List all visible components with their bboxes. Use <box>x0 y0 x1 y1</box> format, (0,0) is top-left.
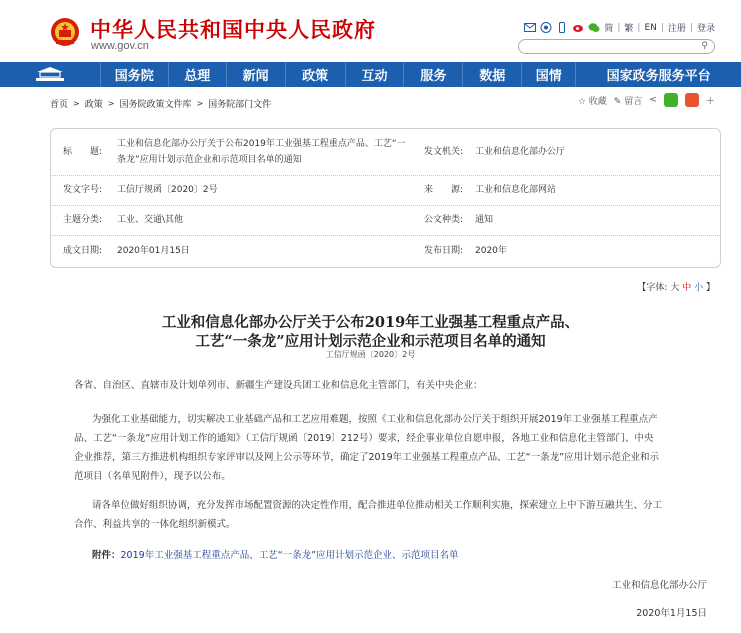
meta-title-value-line2: 条龙”应用计划示范企业和示范项目名单的通知 <box>117 155 302 165</box>
meta-written-label: 成文日期: <box>63 246 103 256</box>
meta-source-label: 来 源: <box>424 185 464 195</box>
top-links: 简 | 繁 | EN | 注册 | 登录 <box>524 21 715 34</box>
breadcrumb-policy-library[interactable]: 国务院政策文件库 <box>119 100 192 110</box>
meta-row-dates <box>51 236 720 267</box>
breadcrumb-home[interactable]: 首页 <box>50 100 69 110</box>
meta-docno-value: 工信厅规函〔2020〕2号 <box>117 185 218 195</box>
document-meta-table <box>50 128 721 268</box>
nav-item-policy[interactable]: 政策 <box>285 62 345 87</box>
weibo-share-icon[interactable] <box>685 93 699 107</box>
salutation: 各省、自治区、直辖市及计划单列市、新疆生产建设兵团工业和信息化主管部门，有关中央企业： <box>74 380 483 391</box>
plus-icon[interactable]: + <box>705 93 715 107</box>
nav-item-news[interactable]: 新闻 <box>226 62 285 87</box>
meta-type-value: 通知 <box>475 215 494 225</box>
meta-title-label: 标 题: <box>63 147 103 157</box>
paragraph-1-line3: 企业推荐，第三方推进机构组织专家评审以及网上公示等环节，确定了2019年工业强基工程重点产品、工艺“一条龙”应用计划示范企业和示 <box>74 452 660 463</box>
font-size-small[interactable]: 小 <box>694 283 704 293</box>
nav-item-data[interactable]: 数据 <box>462 62 521 87</box>
paragraph-1-line2: 品、工艺“一条龙”应用计划工作的通知》（工信厅规函〔2019〕212号）要求，经企事业单位自愿申报，各地工业和信息化主管部门、中央 <box>74 433 654 444</box>
weibo-icon[interactable] <box>572 22 584 33</box>
mail-icon[interactable] <box>524 22 536 33</box>
chevron-right-icon: > <box>196 99 204 108</box>
paragraph-2-line2: 合作、利益共享的一体化组织新模式。 <box>74 519 236 530</box>
meta-row-category <box>51 206 720 236</box>
main-nav <box>0 62 741 87</box>
share-icon[interactable]: < <box>649 95 657 105</box>
paragraph-1-line4: 范项目（名单见附件），现予以公布。 <box>74 471 231 482</box>
meta-row-docno <box>51 176 720 206</box>
nav-item-services[interactable]: 服务 <box>403 62 462 87</box>
meta-category-label: 主题分类: <box>63 215 103 225</box>
wechat-share-icon[interactable] <box>664 93 678 107</box>
font-size-medium[interactable]: 中 <box>682 283 692 293</box>
app-icon[interactable] <box>540 22 552 33</box>
attachment <box>92 547 459 561</box>
meta-published-label: 发布日期: <box>424 246 464 256</box>
mobile-icon[interactable] <box>556 22 568 33</box>
share-bar <box>578 93 715 107</box>
paragraph-1-line1: 为强化工业基础能力，切实解决工业基础产品和工艺应用难题，按照《工业和信息化部办公厅关于组织开展2019年工业强基工程重点产 <box>92 414 658 425</box>
lang-english-link[interactable]: EN <box>644 22 657 33</box>
comment-button[interactable]: ✎ 留言 <box>613 96 643 107</box>
search-input[interactable] <box>518 39 715 54</box>
login-link[interactable]: 登录 <box>696 24 715 34</box>
register-link[interactable]: 注册 <box>667 24 686 34</box>
favorite-button[interactable]: ☆ 收藏 <box>577 96 607 107</box>
meta-category-value: 工业、交通\其他 <box>117 215 184 225</box>
national-emblem-icon <box>50 16 80 48</box>
nav-home-icon[interactable] <box>0 62 100 87</box>
site-header <box>0 0 741 62</box>
font-size-large[interactable]: 大 <box>670 283 680 293</box>
star-icon: ☆ <box>577 96 586 107</box>
lang-traditional-link[interactable]: 繁 <box>624 24 634 34</box>
pen-icon: ✎ <box>613 96 622 107</box>
chevron-right-icon: > <box>107 99 115 108</box>
meta-issuer-label: 发文机关: <box>424 147 464 157</box>
attachment-link[interactable]: 2019年工业强基工程重点产品、工艺“一条龙”应用计划示范企业、示范项目名单 <box>120 550 459 561</box>
lang-simplified-link[interactable]: 简 <box>604 24 614 34</box>
meta-type-label: 公文种类: <box>424 215 464 225</box>
breadcrumb-department-docs[interactable]: 国务院部门文件 <box>208 100 272 110</box>
paragraph-2-line1: 请各单位做好组织协调，充分发挥市场配置资源的决定性作用，配合推进单位推动相关工作顺利实施，探索建立上中下游互融共生、分工 <box>92 500 663 511</box>
site-logo-title[interactable]: 中华人民共和国中央人民政府 <box>90 18 376 42</box>
meta-row-title <box>51 129 720 176</box>
site-domain: www.gov.cn <box>91 40 149 52</box>
attachment-label: 附件： <box>92 550 121 561</box>
signature-date: 2020年1月15日 <box>636 608 707 619</box>
nav-item-interaction[interactable]: 互动 <box>345 62 404 87</box>
wechat-icon[interactable] <box>588 22 600 33</box>
document-number: 工信厅规函〔2020〕2号 <box>325 350 416 359</box>
search-icon[interactable]: ⚲ <box>701 41 708 51</box>
meta-issuer-value: 工业和信息化部办公厅 <box>475 147 566 157</box>
nav-item-premier[interactable]: 总理 <box>168 62 226 87</box>
meta-title-value-line1: 工业和信息化部办公厅关于公布2019年工业强基工程重点产品、工艺“一 <box>117 139 406 149</box>
breadcrumb <box>50 97 271 110</box>
chevron-right-icon: > <box>73 99 80 108</box>
document-title-line1: 工业和信息化部办公厅关于公布2019年工业强基工程重点产品、 <box>161 314 580 331</box>
nav-item-national-conditions[interactable]: 国情 <box>521 62 575 87</box>
document-title-line2: 工艺“一条龙”应用计划示范企业和示范项目名单的通知 <box>195 333 546 350</box>
meta-source-value: 工业和信息化部网站 <box>475 185 557 195</box>
meta-docno-label: 发文字号: <box>63 185 103 195</box>
meta-published-value: 2020年 <box>475 246 507 256</box>
nav-item-gov-service-platform[interactable]: 国家政务服务平台 <box>575 62 741 87</box>
meta-written-value: 2020年01月15日 <box>117 246 190 256</box>
signature-org: 工业和信息化部办公厅 <box>611 580 707 591</box>
breadcrumb-policy[interactable]: 政策 <box>84 100 103 110</box>
nav-item-state-council[interactable]: 国务院 <box>100 62 168 87</box>
font-size-switcher: 【字体: 大 中 小 】 <box>637 283 715 293</box>
